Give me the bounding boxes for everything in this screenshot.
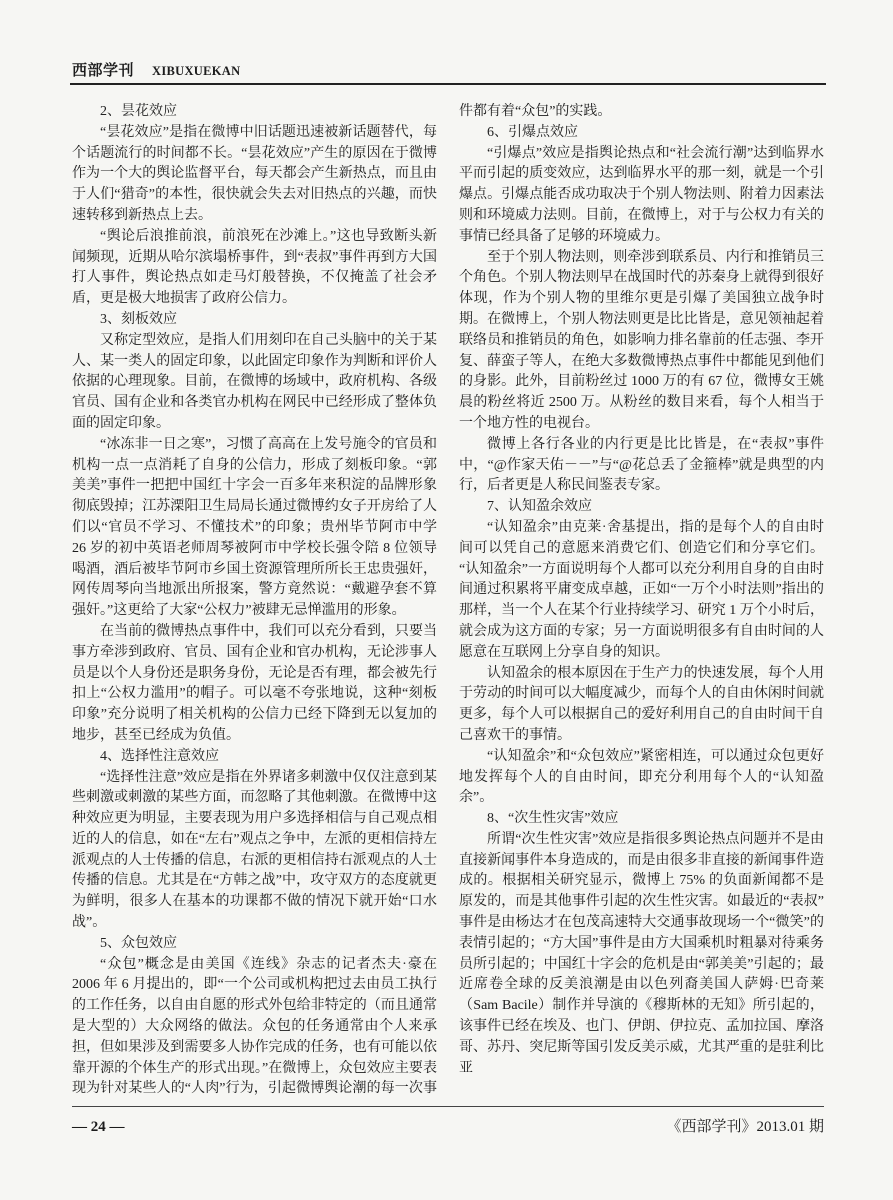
paragraph: “认知盈余”由克莱·舍基提出，指的是每个人的自由时间可以凭自己的意愿来消费它们、创造它们和分享它们。“认知盈余”一方面说明每个人都可以充分利用自身的自由时间通过积累将平庸变成卓越，正如“一万个小时法则”指出的那样，当一个人在某个行业持续学习、研究 1 万个小时后，就会成为这方面的专家；另一方面说明很多有自由时间的人愿意在互联网上分享自身的知识。 (459, 519, 824, 660)
section-tipping-point-effect (459, 123, 824, 497)
header-rule (70, 83, 826, 85)
paragraph: 认知盈余的根本原因在于生产力的快速发展，每个人用于劳动的时间可以大幅度减少，而每个人的自由休闲时间就更多，每个人可以根据自己的爱好利用自己的自由时间干自己喜欢干的事情。 (459, 665, 824, 743)
section-heading: 3、刻板效应 (100, 311, 177, 327)
section-heading: 7、认知盈余效应 (487, 499, 592, 515)
issue-label: 《西部学刊》2013.01 期 (666, 1119, 824, 1135)
section-stereotype-effect (72, 310, 437, 747)
paragraph: “选择性注意”效应是指在外界诸多刺激中仅仅注意到某些刺激或刺激的某些方面，而忽略了其他刺激。在微博中这种效应更为明显，主要表现为用户多选择相信与自己观点相近的人的信息，如在“左右”观点之争中，左派的更相信持左派观点的人士传播的信息，右派的更相信持右派观点的人士传播的信息。尤其是在“方韩之战”中，攻守双方的态度就更为鲜明，很多人在基本的功课都不做的情况下就开始“口水战”。 (72, 769, 437, 931)
journal-title-pinyin: XIBUXUEKAN (152, 64, 241, 78)
section-cognitive-surplus-effect (459, 497, 824, 809)
section-heading: 4、选择性注意效应 (100, 748, 219, 764)
running-header (72, 60, 824, 82)
paragraph: 所谓“次生性灾害”效应是指很多舆论热点问题并不是由直接新闻事件本身造成的，而是由很多非直接的新闻事件造成的。根据相关研究显示，微博上 75% 的负面新闻都不是原发的，而是其他事件引起的次生性灾害。如最近的“表叔”事件是由杨达才在包茂高速特大交通事故现场一个“微笑”的表情引起的；“方大国”事件是由方大国乘机时粗暴对待乘务员所引起的；中国红十字会的危机是由“郭美美”引起的；最近席卷全球的反美浪潮是由以色列裔美国人萨姆·巴奇莱（Sam Bacile）制作并导演的《穆斯林的无知》所引起的，该事件已经在埃及、也门、伊朗、伊拉克、孟加拉国、摩洛哥、苏丹、突尼斯等国引发反美示威，尤其严重的是驻利比亚 (459, 831, 824, 1076)
paragraph: 至于个别人物法则，则牵涉到联系员、内行和推销员三个角色。个别人物法则早在战国时代的苏秦身上就得到很好体现，作为个别人物的里维尔更是引爆了美国独立战争时期。在微博上，个别人物法则更是比比皆是，意见领袖起着联络员和推销员的角色，如影响力排名靠前的任志强、李开复、薛蛮子等人，在绝大多数微博热点事件中都能见到他们的身影。此外，目前粉丝过 1000 万的有 67 位，微博女王姚晨的粉丝将近 2500 万。从粉丝的数目来看，每个人相当于一个地方性的电视台。 (459, 249, 824, 431)
paragraph: 又称定型效应，是指人们用刻印在自己头脑中的关于某人、某一类人的固定印象，以此固定印象作为判断和评价人依据的心理现象。目前，在微博的场域中，政府机构、各级官员、国有企业和各类官办机构在网民中已经形成了整体负面的固定印象。 (72, 332, 437, 431)
section-ephemeral-effect (72, 102, 437, 310)
page-number: — 24 — (72, 1119, 125, 1135)
section-heading: 8、“次生性灾害”效应 (487, 811, 619, 827)
article-body (72, 102, 824, 1100)
section-heading: 2、昙花效应 (100, 104, 177, 119)
section-selective-attention-effect (72, 747, 437, 934)
paragraph: “昙花效应”是指在微博中旧话题迅速被新话题替代，每个话题流行的时间都不长。“昙花效应”产生的原因在于微博作为一个大的舆论监督平台，每天都会产生新热点，而且由于人们“猎奇”的本性，很快就会失去对旧热点的兴趣，而快速转移到新热点上去。 (72, 124, 437, 223)
paragraph: “冰冻非一日之寒”，习惯了高高在上发号施令的官员和机构一点一点消耗了自身的公信力，形成了刻板印象。“郭美美”事件一把把中国红十字会一百多年来积淀的品牌形象彻底毁掉；江苏溧阳卫生局局长通过微博约女子开房给了人们以“官员不学习、不懂技术”的印象；贵州毕节阿市中学 26 岁的初中英语老师周琴被阿市中学校长强令陪 8 位领导喝酒，酒后被毕节阿市乡国土资源管理所所长王忠贵强奸，网传周琴向当地派出所报案，警方竟然说：“戴避孕套不算强奸。”这更给了大家“公权力”被肆无忌惮滥用的形象。 (72, 436, 437, 619)
journal-title: 西部学刊 (72, 63, 135, 79)
paragraph: 微博上各行各业的内行更是比比皆是，在“表叔”事件中，“@作家天佑－－”与“@花总丢了金箍棒”就是典型的内行，后者更是人称民间鉴表专家。 (459, 436, 824, 494)
paragraph: “引爆点”效应是指舆论热点和“社会流行潮”达到临界水平而引起的质变效应，达到临界水平的那一刻，就是一个引爆点。引爆点能否成功取决于个别人物法则、附着力因素法则和环境威力法则。目前，在微博上，对于与公权力有关的事情已经具备了足够的环境威力。 (459, 145, 824, 244)
paragraph: “认知盈余”和“众包效应”紧密相连，可以通过众包更好地发挥每个人的自由时间，即充分利用每个人的“认知盈余”。 (459, 748, 824, 806)
section-heading: 6、引爆点效应 (487, 124, 578, 140)
footer-rule (72, 1106, 824, 1107)
paragraph: 在当前的微博热点事件中，我们可以充分看到，只要当事方牵涉到政府、官员、国有企业和官办机构，无论涉事人员是以个人身份还是职务身份，无论是否有理，都会被先行扣上“公权力滥用”的帽子。可以毫不夸张地说，这种“刻板印象”充分说明了相关机构的公信力已经下降到无以复加的地步，甚至已经成为负值。 (72, 623, 437, 743)
section-secondary-disaster-effect (459, 809, 824, 1079)
paragraph: “众包”概念是由美国《连线》杂志的记者杰夫·豪在 2006 年 6 月提出的，即“一个公司或机构把过去由员工执行的工作任务，以自由自愿的形式外包给非特定的（而且通常是大型的）大众网络的做法。众包的任务通常由个人来承担，但如果涉及到需要多人协作完成的任务，也有可能以依靠开源的个体生产的形式出现。”在微博上，众包效应主要表现为针对某些人的“人肉”行为，引起微博舆论潮的每一次事件都有着“众包”的实践。 (72, 104, 612, 1097)
section-heading: 5、众包效应 (100, 935, 177, 951)
paragraph: “舆论后浪推前浪，前浪死在沙滩上。”这也导致断头新闻频现，近期从哈尔滨塌桥事件，到“表叔”事件再到方大国打人事件，舆论热点如走马灯般替换，不仅掩盖了社会矛盾，更是极大地损害了政府公信力。 (72, 228, 437, 307)
